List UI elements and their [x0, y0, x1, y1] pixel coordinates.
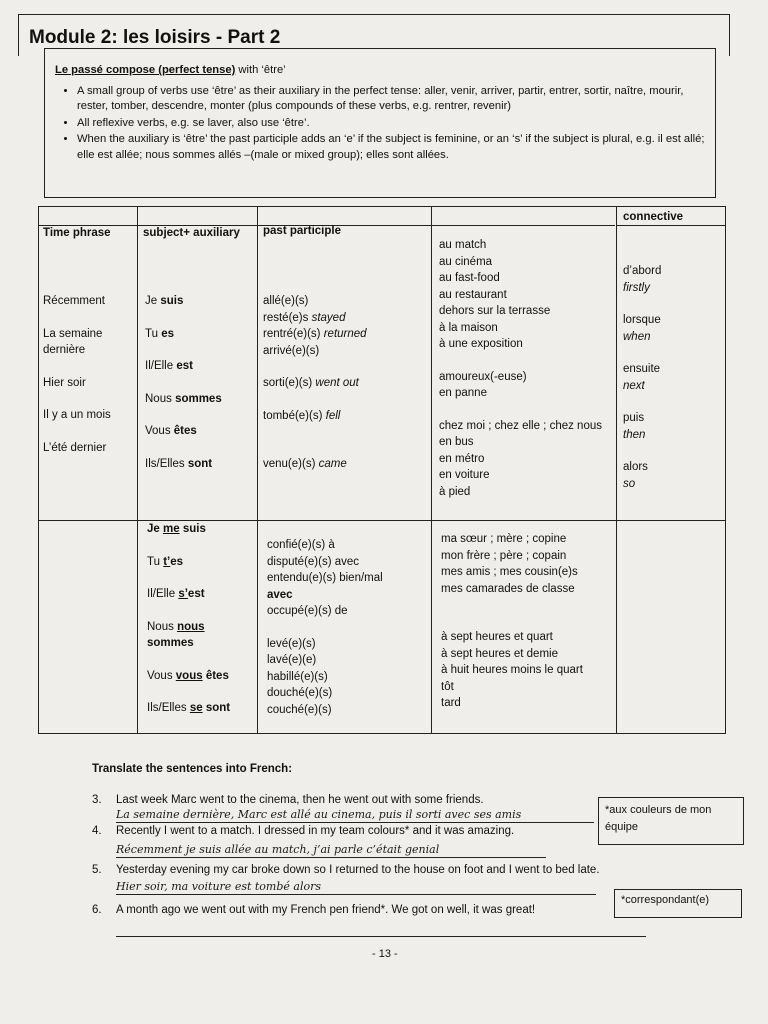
subject-row	[145, 358, 222, 375]
complement-item: dehors sur la terrasse	[439, 305, 551, 317]
reflexive-pronoun: Vous	[147, 669, 173, 682]
question-number: 5.	[92, 864, 102, 876]
reflexive-subject-row	[147, 554, 230, 571]
connective-column	[623, 263, 661, 492]
reflexive-particle: se	[189, 702, 203, 714]
time-phrase-column	[43, 293, 135, 456]
subject-auxiliary: sommes	[175, 392, 222, 405]
participle-row	[263, 408, 367, 425]
reflexive-auxiliary: êtes	[205, 669, 229, 682]
header-time-phrase: Time phrase	[43, 227, 111, 239]
footnote-team-colours: *aux couleurs de mon équipe	[598, 797, 744, 845]
complement-item: à pied	[439, 485, 471, 498]
question-text: Recently I went to a match. I dressed in my team colours* and it was amazing.	[116, 825, 515, 837]
subject-row	[145, 423, 222, 440]
subject-auxiliary: est	[176, 360, 193, 372]
complement-item: au restaurant	[439, 288, 507, 301]
question-text: Last week Marc went to the cinema, then he went out with some friends.	[116, 794, 484, 806]
time-phrase: L’été dernier	[43, 441, 107, 454]
participle-fr: tombé(e)(s)	[263, 409, 323, 422]
connective-fr: d’abord	[623, 265, 662, 277]
participle-fr: allé(e)(s)	[263, 295, 309, 307]
people-time-column	[441, 531, 583, 712]
question-3	[92, 794, 484, 806]
reflexive-participle: confié(e)(s) à	[267, 539, 335, 551]
sentence-builder-table	[38, 206, 726, 734]
reflexive-particle: vous	[175, 669, 203, 682]
reflexive-particle: t’	[163, 555, 171, 568]
subject-row	[145, 326, 222, 343]
people-item: mes camarades de classe	[441, 582, 575, 595]
connective-fr: ensuite	[623, 363, 661, 375]
subject-pronoun: Vous	[145, 425, 171, 437]
answer-line-3[interactable]: La semaine dernière, Marc est allé au cinema, puis il sorti avec ses amis	[116, 808, 594, 823]
subject-auxiliary: êtes	[173, 425, 197, 437]
reflexive-pronoun: Nous	[147, 620, 174, 633]
connective-fr: puis	[623, 412, 645, 424]
grammar-heading	[55, 63, 705, 79]
reflexive-participle: occupé(e)(s) de	[267, 605, 348, 617]
reflexive-subject-row	[147, 619, 230, 636]
table-divider	[137, 207, 138, 733]
participle-column	[263, 293, 367, 473]
participle-row	[263, 326, 367, 343]
complement-item: au fast-food	[439, 272, 500, 284]
table-divider	[257, 207, 258, 733]
reflexive-auxiliary: sont	[205, 702, 231, 714]
participle-en: went out	[315, 377, 359, 389]
reflexive-auxiliary: est	[187, 588, 205, 600]
grammar-bullet: • When the auxiliary is ‘être’ the past participle adds an ‘e’ if the subject is feminine, or an ‘s’ if the subject is plural, e.g. il est allé; elle est allée; nous sommes allés –(male or mixed group); elles sont allées.	[77, 132, 705, 163]
participle-en: returned	[323, 328, 367, 340]
complement-item: au match	[439, 239, 487, 251]
reflexive-pronoun: Je	[147, 523, 160, 535]
subject-pronoun: Nous	[145, 392, 172, 405]
subject-row	[145, 456, 222, 473]
time-item: tôt	[441, 680, 454, 693]
reflexive-participle: entendu(e)(s) bien/mal	[267, 572, 383, 584]
reflexive-participle-column	[267, 537, 383, 718]
time-item: à sept heures et quart	[441, 631, 553, 643]
time-phrase: Il y a un mois	[43, 409, 111, 421]
connective-en: firstly	[623, 281, 650, 294]
reflexive-pronoun: Il/Elle	[147, 588, 176, 600]
participle-fr: resté(e)s	[263, 311, 309, 324]
complement-item: en bus	[439, 436, 474, 448]
reflexive-participle: couché(e)(s)	[267, 703, 332, 716]
complement-item: au cinéma	[439, 255, 493, 268]
reflexive-subject-row	[147, 521, 230, 538]
complement-item: à une exposition	[439, 338, 523, 350]
reflexive-participle: disputé(e)(s) avec	[267, 555, 360, 568]
subject-auxiliary: suis	[160, 295, 184, 307]
grammar-bullet: • A small group of verbs use ‘être’ as their auxiliary in the perfect tense: aller, venir, arriver, partir, entrer, sortir, naître, mourir, rester, tomber, descendre, monter (plus compounds of these verbs, e.g. rentrer, revenir)	[77, 84, 705, 115]
subject-pronoun: Je	[145, 295, 158, 307]
question-number: 6.	[92, 904, 102, 916]
reflexive-pronoun: Tu	[147, 555, 160, 568]
participle-row	[263, 310, 367, 327]
connective-en: when	[623, 330, 651, 343]
header-connective: connective	[623, 211, 684, 223]
table-divider	[616, 207, 617, 733]
reflexive-subject-row	[147, 668, 230, 685]
complement-item: à la maison	[439, 321, 498, 334]
table-divider	[431, 207, 432, 733]
connective-fr: lorsque	[623, 314, 661, 326]
connective-en: next	[623, 379, 645, 392]
time-phrase: La semaine dernière	[43, 327, 103, 356]
connective-fr: alors	[623, 461, 648, 473]
question-text: A month ago we went out with my French pen friend*. We got on well, it was great!	[116, 904, 536, 916]
subject-pronoun: Il/Elle	[145, 360, 174, 372]
reflexive-subject-column	[147, 521, 230, 717]
reflexive-participle: avec	[267, 588, 293, 601]
subject-pronoun: Ils/Elles	[145, 457, 185, 470]
complement-item: en voiture	[439, 469, 490, 481]
participle-row	[263, 343, 367, 360]
subject-column	[145, 293, 222, 472]
reflexive-subject-row	[147, 700, 230, 717]
reflexive-auxiliary: suis	[182, 523, 206, 535]
complement-item: amoureux(-euse)	[439, 370, 527, 383]
reflexive-participle: habillé(e)(s)	[267, 670, 328, 683]
subject-auxiliary: sont	[187, 457, 213, 470]
connective-en: then	[623, 428, 646, 441]
question-5	[92, 864, 600, 876]
subject-pronoun: Tu	[145, 327, 158, 340]
footnote-pen-friend: *correspondant(e)	[614, 889, 742, 918]
question-6	[92, 904, 535, 916]
question-number: 4.	[92, 825, 102, 837]
people-item: mes amis ; mes cousin(e)s	[441, 566, 578, 578]
section-divider	[39, 520, 725, 521]
complement-item: en métro	[439, 452, 485, 465]
time-item: à huit heures moins le quart	[441, 664, 583, 676]
time-item: à sept heures et demie	[441, 647, 558, 660]
reflexive-participle: lavé(e)(e)	[267, 654, 317, 666]
header-subject: subject+ auxiliary	[143, 227, 240, 239]
participle-row	[263, 293, 367, 310]
people-item: ma sœur ; mère ; copine	[441, 533, 567, 545]
reflexive-participle: levé(e)(s)	[267, 637, 316, 650]
subject-row	[145, 293, 222, 310]
reflexive-participle: douché(e)(s)	[267, 687, 333, 699]
time-item: tard	[441, 697, 461, 709]
header-divider	[616, 225, 725, 226]
participle-fr: rentré(e)(s)	[263, 328, 321, 340]
connective-en: so	[623, 477, 636, 490]
answer-line-6[interactable]	[116, 922, 646, 937]
complement-item: en panne	[439, 387, 487, 399]
answer-line-4[interactable]: Récemment je suis allée au match, j’ai parle c’était genial	[116, 843, 546, 858]
complement-item: chez moi ; chez elle ; chez nous	[439, 419, 602, 432]
participle-row	[263, 456, 367, 473]
grammar-heading-text: Le passé compose (perfect tense)	[55, 64, 236, 76]
participle-en: fell	[325, 409, 341, 422]
reflexive-particle: nous	[177, 620, 205, 633]
time-phrase: Récemment	[43, 295, 105, 307]
people-item: mon frère ; père ; copain	[441, 549, 567, 562]
grammar-rule-box	[44, 48, 716, 198]
question-text: Yesterday evening my car broke down so I returned to the house on foot and I went to bed late.	[116, 864, 600, 876]
time-phrase: Hier soir	[43, 376, 86, 389]
answer-line-5[interactable]: Hier soir, ma voiture est tombé alors	[116, 880, 596, 895]
question-number: 3.	[92, 794, 102, 806]
participle-en: stayed	[311, 311, 346, 324]
subject-row	[145, 391, 222, 408]
participle-en: came	[318, 458, 347, 470]
grammar-bullets	[55, 84, 705, 164]
participle-row	[263, 375, 367, 392]
subject-auxiliary: es	[161, 327, 174, 340]
participle-fr: venu(e)(s)	[263, 458, 316, 470]
complement-column	[439, 237, 609, 500]
exercise-instruction: Translate the sentences into French:	[92, 763, 293, 775]
header-past-participle: past participle	[263, 225, 341, 237]
reflexive-auxiliary: sommes	[147, 637, 194, 649]
reflexive-subject-row	[147, 586, 230, 603]
reflexive-pronoun: Ils/Elles	[147, 702, 187, 714]
grammar-heading-suffix: with ‘être’	[235, 64, 286, 76]
reflexive-particle: s’	[178, 588, 188, 600]
page-title: Module 2: les loisirs - Part 2	[29, 27, 281, 48]
page-number: - 13 -	[372, 948, 398, 960]
participle-fr: arrivé(e)(s)	[263, 344, 320, 357]
reflexive-auxiliary: es	[170, 555, 184, 568]
participle-fr: sorti(e)(s)	[263, 377, 313, 389]
question-4	[92, 825, 514, 837]
grammar-bullet: • All reflexive verbs, e.g. se laver, also use ‘être’.	[77, 116, 705, 132]
reflexive-particle: me	[163, 523, 180, 535]
